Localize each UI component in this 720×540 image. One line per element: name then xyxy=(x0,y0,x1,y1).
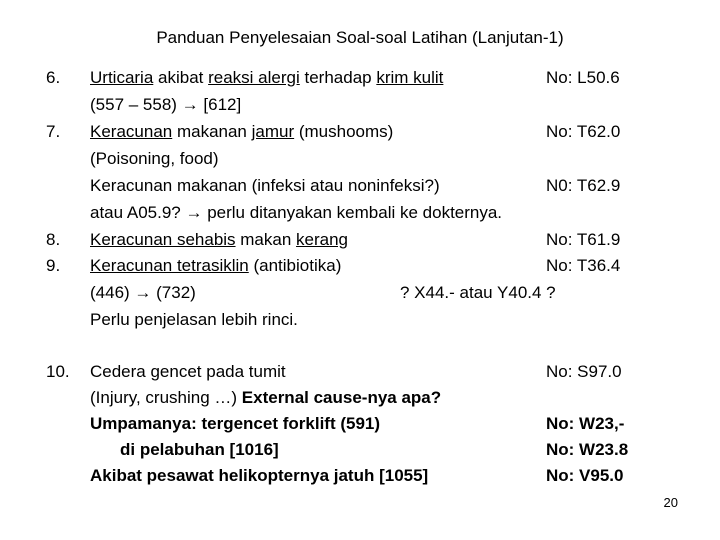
item-9-line-1 xyxy=(90,256,341,276)
term-keracunan-tetrasiklin: Keracunan tetrasiklin xyxy=(90,256,249,275)
item-8-code: No: T61.9 xyxy=(546,230,621,249)
item-10-line-5: Akibat pesawat helikopternya jatuh [1055] xyxy=(90,466,429,485)
term-urticaria: Urticaria xyxy=(90,68,154,87)
item-10-line-1: Cedera gencet pada tumit xyxy=(90,362,286,381)
text: (Injury, crushing …) xyxy=(90,388,242,407)
item-6-line-2: (557 – 558) → [612] xyxy=(90,95,242,114)
item-7-line-1 xyxy=(90,122,393,142)
item-number-7: 7. xyxy=(46,122,61,141)
term-keracunan-sehabis: Keracunan sehabis xyxy=(90,230,236,249)
item-6-line-1 xyxy=(90,68,443,88)
item-9-line-2: (446) → (732) xyxy=(90,283,196,302)
item-7-code-2: N0: T62.9 xyxy=(546,176,621,195)
item-9-codes-right: ? X44.- atau Y40.4 ? xyxy=(400,283,556,302)
text: akibat xyxy=(153,68,209,87)
item-10-code-3: No: W23.8 xyxy=(546,440,629,459)
question-external-cause: External cause-nya apa? xyxy=(241,388,442,407)
text: (antibiotika) xyxy=(248,256,342,275)
item-number-8: 8. xyxy=(46,230,61,249)
text: makanan xyxy=(172,122,252,141)
text: terhadap xyxy=(299,68,377,87)
item-number-10: 10. xyxy=(46,362,70,381)
item-8-line-1 xyxy=(90,230,348,250)
term-jamur: jamur xyxy=(251,122,295,141)
item-10-code-2: No: W23,- xyxy=(546,414,625,433)
item-10-line-4: di pelabuhan [1016] xyxy=(120,440,279,459)
item-10-line-2 xyxy=(90,388,441,408)
term-reaksi-alergi: reaksi alergi xyxy=(208,68,300,87)
item-10-line-3: Umpamanya: tergencet forklift (591) xyxy=(90,414,381,433)
text: (mushooms) xyxy=(294,122,394,141)
term-krim-kulit: krim kulit xyxy=(376,68,444,87)
item-9-line-3: Perlu penjelasan lebih rinci. xyxy=(90,310,298,329)
item-9-code: No: T36.4 xyxy=(546,256,621,275)
item-7-line-2: (Poisoning, food) xyxy=(90,149,219,168)
term-keracunan: Keracunan xyxy=(90,122,173,141)
item-6-code: No: L50.6 xyxy=(546,68,620,87)
item-number-6: 6. xyxy=(46,68,61,87)
item-10-code-4: No: V95.0 xyxy=(546,466,624,485)
page-title: Panduan Penyelesaian Soal-soal Latihan (Lanjutan-1) xyxy=(156,28,564,47)
item-7-line-3: Keracunan makanan (infeksi atau noninfeksi?) xyxy=(90,176,440,195)
term-kerang: kerang xyxy=(296,230,349,249)
item-number-9: 9. xyxy=(46,256,61,275)
text: makan xyxy=(235,230,297,249)
item-7-code: No: T62.0 xyxy=(546,122,621,141)
item-7-line-4: atau A05.9? → perlu ditanyakan kembali ke dokternya. xyxy=(90,203,503,222)
page-number: 20 xyxy=(663,495,678,510)
item-10-code: No: S97.0 xyxy=(546,362,622,381)
